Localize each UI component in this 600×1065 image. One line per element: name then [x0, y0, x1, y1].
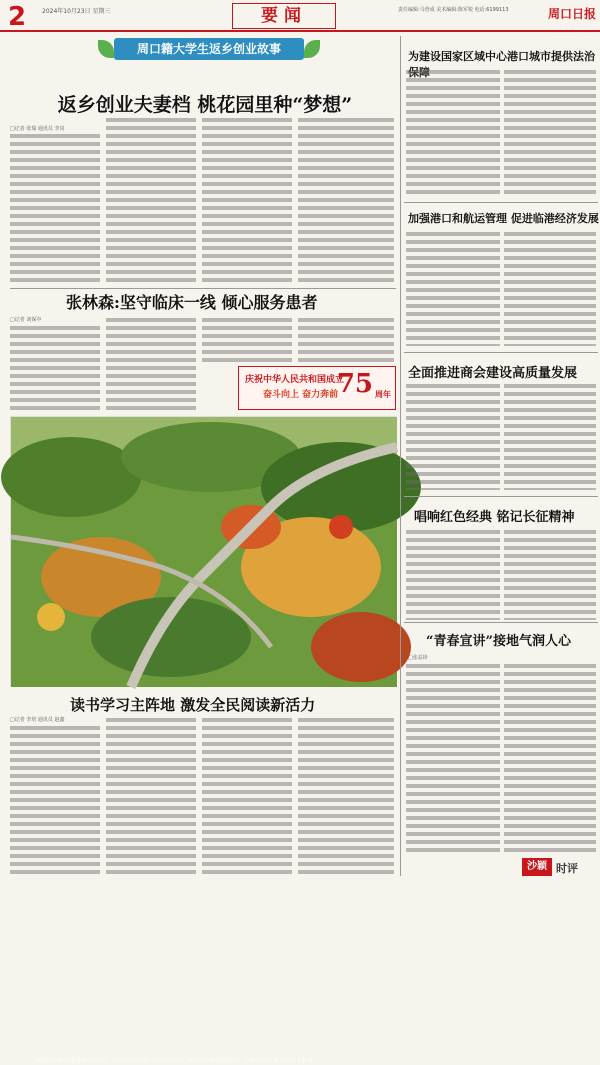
leaf-decoration-right — [304, 40, 320, 58]
story2-byline: □记者 刘保亭 — [10, 317, 42, 323]
right-s5-col1 — [406, 664, 500, 852]
commentary-label: 时评 — [556, 862, 578, 875]
story3-text-col1 — [10, 726, 100, 876]
right-s1-headline: 为建设国家区域中心港口城市提供法治保障 — [408, 50, 595, 79]
park-illustration — [11, 417, 397, 687]
section-title: 要闻 — [232, 3, 336, 29]
commentary-logo: 沙颖 — [522, 858, 552, 876]
story2-text-col2 — [106, 318, 196, 410]
story3-text-col2 — [106, 718, 196, 876]
divider — [404, 496, 598, 497]
divider — [10, 288, 396, 289]
anniversary-number: 75 — [336, 369, 373, 399]
right-s3-col1 — [406, 384, 500, 490]
page-number: 2 — [8, 2, 27, 32]
column-divider — [400, 36, 401, 876]
anniversary-badge — [238, 366, 396, 410]
photo-caption: 满城秋色,周口大地处处是好风景。图为航拍下的城市公园,绿树成荫、红叶缤纷,步道蜿蜒其间。记者 沈和平 摄 通讯员 王勇 摄 — [35, 1058, 313, 1064]
right-s1-col1 — [406, 70, 500, 198]
right-s2-col1 — [406, 232, 500, 346]
story1-text-col4 — [298, 118, 394, 284]
right-s3-headline: 全面推进商会建设高质量发展 — [408, 366, 578, 381]
story2-text-col1 — [10, 326, 100, 410]
right-s5-headline: “青春宣讲”接地气润人心 — [426, 634, 571, 649]
right-s2-headline: 加强港口和航运管理 促进临港经济发展 — [408, 212, 599, 225]
divider — [404, 352, 598, 353]
page-header — [0, 0, 600, 32]
series-banner: 周口籍大学生返乡创业故事 — [114, 38, 304, 60]
right-s5-col2 — [504, 664, 596, 852]
story1-headline: 返乡创业夫妻档 桃花园里种“梦想” — [57, 94, 353, 116]
story1-text-col2 — [106, 118, 196, 284]
story3-text-col3 — [202, 718, 292, 876]
anniversary-slogan: 奋斗向上 奋力奔前 — [263, 390, 339, 400]
story3-headline: 读书学习主阵地 激发全民阅读新活力 — [70, 696, 316, 714]
story3-byline: □记者 李培 通讯员 赵鑫 — [10, 717, 65, 723]
story1-text-col3 — [202, 118, 292, 284]
editor-info: 责任编辑:马营成 美术编辑:陈军锐 电话:6199113 — [398, 7, 509, 13]
story2-headline: 张林森:坚守临床一线 倾心服务患者 — [66, 293, 318, 312]
right-s4-col2 — [504, 530, 596, 620]
right-s4-col1 — [406, 530, 500, 620]
anniversary-suffix: 周年 — [375, 390, 391, 399]
right-s5-byline: □张益铎 — [408, 655, 428, 661]
issue-date: 2024年10月23日 星期三 — [42, 8, 111, 15]
story3-text-col4 — [298, 718, 394, 876]
right-s3-col2 — [504, 384, 596, 490]
story1-text-col1 — [10, 134, 100, 284]
leaf-decoration-left — [98, 40, 114, 58]
story2-text-col3 — [202, 318, 292, 362]
right-s4-headline: 唱响红色经典 铭记长征精神 — [414, 510, 575, 525]
right-s1-col2 — [504, 70, 596, 198]
story2-text-col4 — [298, 318, 394, 362]
right-s2-col2 — [504, 232, 596, 346]
divider — [404, 622, 598, 623]
paper-name: 周口日报 — [548, 7, 597, 21]
story1-byline: □记者 张瑞 通讯员 李岗 — [10, 126, 65, 132]
divider — [404, 202, 598, 203]
anniversary-title: 庆祝中华人民共和国成立 — [245, 375, 345, 385]
